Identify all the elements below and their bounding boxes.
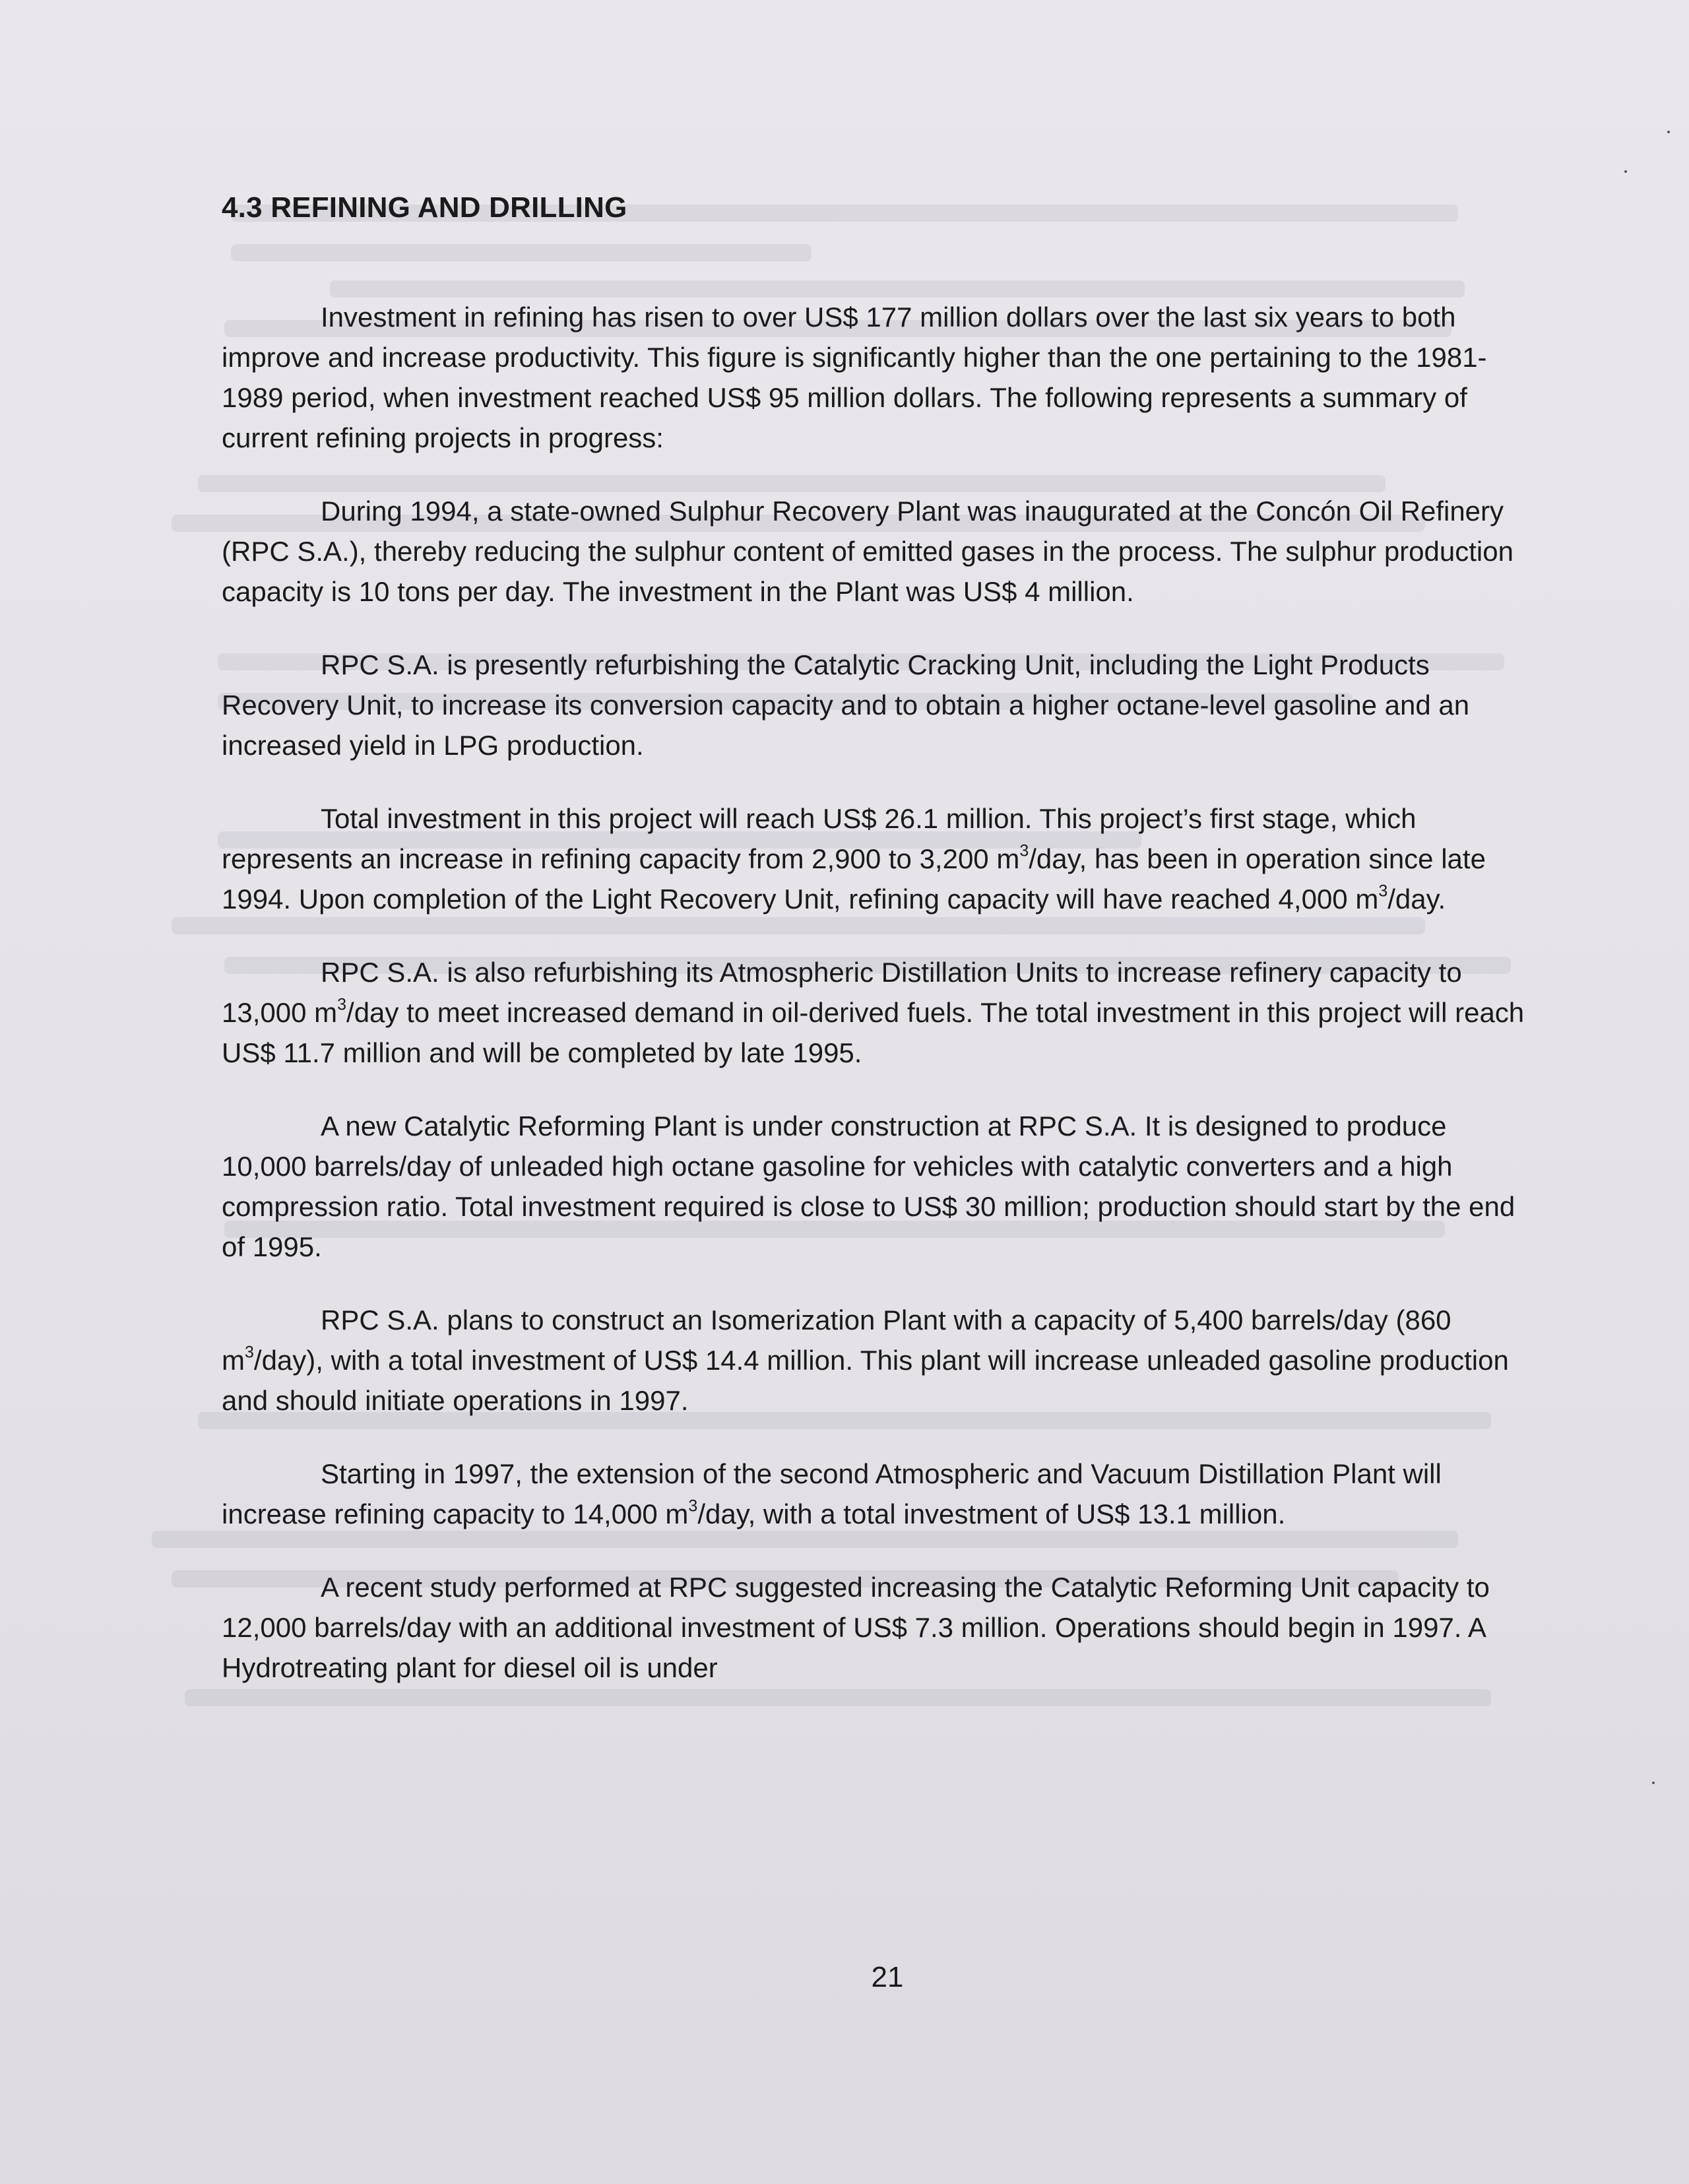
paragraph-text: Starting in 1997, the extension of the second Atmospheric and Vacuum Distillation Plant will increase refining capacity to 14,000 m [222,1458,1442,1529]
paragraph-text: A new Catalytic Reforming Plant is under construction at RPC S.A. It is designed to produce 10,000 barrels/day of unleaded high octane gasoline for vehicles with catalytic converters and a high compression ratio. Total investment required is close to US$ 30 million; production should start by the end of 1995. [222,1110,1515,1262]
paragraph-catalytic-cracking [222,645,1528,765]
paragraph-text: /day. [1387,883,1446,915]
page-number: 21 [871,1961,904,1993]
paragraph-investment-summary [222,297,1528,458]
paragraph-vacuum-distillation [222,1454,1528,1534]
scan-speck [1667,131,1670,133]
paragraph-atmospheric-distillation [222,952,1528,1073]
paragraph-text: /day, with a total investment of US$ 13.1 million. [697,1498,1286,1529]
paragraph-cracking-investment [222,798,1528,919]
paragraph-text: /day to meet increased demand in oil-derived fuels. The total investment in this project will reach US$ 11.7 million and will be completed by late 1995. [222,997,1525,1068]
paragraph-text: /day), with a total investment of US$ 14.4 million. This plant will increase unleaded gasoline production and should initiate operations in 1997. [222,1345,1509,1416]
paragraph-catalytic-reforming [222,1106,1528,1267]
superscript: 3 [688,1496,698,1516]
superscript: 3 [337,995,347,1014]
superscript: 3 [1378,882,1388,901]
paragraph-text: During 1994, a state-owned Sulphur Recovery Plant was inaugurated at the Concón Oil Refinery (RPC S.A.), thereby reducing the sulphur content of emitted gases in the process. The sulphur production capacity is 10 tons per day. The investment in the Plant was US$ 4 million. [222,496,1514,607]
paragraph-sulphur-recovery [222,491,1528,612]
paragraph-text: RPC S.A. plans to construct an Isomerization Plant with a capacity of 5,400 barrels/day (860 m [222,1304,1451,1376]
superscript: 3 [1019,841,1029,860]
document-body [222,191,1528,1721]
paragraph-reforming-study [222,1567,1528,1688]
paragraph-text: Total investment in this project will reach US$ 26.1 million. This project’s first stage, which represents an increase in refining capacity from 2,900 to 3,200 m [222,803,1417,874]
paragraph-isomerization [222,1300,1528,1421]
paragraph-text: A recent study performed at RPC suggested increasing the Catalytic Reforming Unit capacity to 12,000 barrels/day with an additional investment of US$ 7.3 million. Operations should begin in 1997. A Hydrotreating plant for diesel oil is under [222,1572,1490,1683]
section-heading: 4.3 REFINING AND DRILLING [222,191,627,224]
scan-speck [1652,1782,1655,1784]
scan-speck [1624,170,1627,173]
paragraph-text: RPC S.A. is presently refurbishing the Catalytic Cracking Unit, including the Light Products Recovery Unit, to increase its conversion capacity and to obtain a higher octane-level gasoline and an increased yield in LPG production. [222,649,1470,761]
paragraph-text: /day, has been in operation since late 1994. Upon completion of the Light Recovery Unit, refining capacity will have reached 4,000 m [222,843,1486,915]
superscript: 3 [245,1343,254,1362]
paragraph-text: Investment in refining has risen to over US$ 177 million dollars over the last six years to both improve and increase productivity. This figure is significantly higher than the one pertaining to the 1981-1989 period, when investment reached US$ 95 million dollars. The following represents a summary of current refining projects in progress: [222,302,1487,453]
paragraph-text: RPC S.A. is also refurbishing its Atmospheric Distillation Units to increase refinery capacity to 13,000 m [222,957,1462,1028]
